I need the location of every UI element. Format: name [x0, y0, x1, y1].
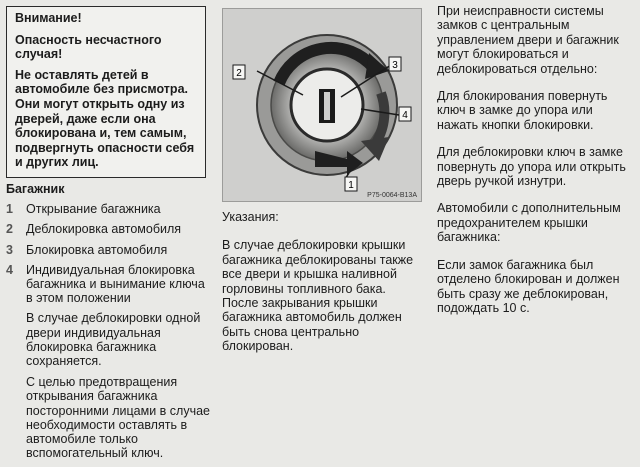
callout-1: 1	[348, 180, 354, 191]
item-text: Открывание багажника	[26, 202, 161, 217]
item-text: Блокировка автомобиля	[26, 242, 168, 257]
item-text: Индивидуальная блокировка багажника и вынимание ключа в этом положении	[26, 262, 205, 306]
item-number: 2	[6, 222, 13, 237]
lock-diagram	[223, 9, 421, 201]
instructions-section	[222, 210, 422, 368]
lock-illustration	[222, 8, 422, 202]
trunk-section	[6, 182, 212, 467]
callout-2: 2	[236, 68, 242, 79]
paragraph: При неисправности системы замков с центральным управлением двери и багажник могут блокироваться и деблокироваться отдельно:	[437, 4, 619, 76]
warning-danger: Опасность несчастного случая!	[15, 32, 162, 62]
figure-code: P75-0064-B13A	[367, 192, 417, 199]
trunk-note: В случае деблокировки одной двери индивидуальная блокировка багажника сохраняется.	[26, 311, 201, 369]
instructions-text: В случае деблокировки крышки багажника деблокированы также все двери и крышка наливной горловины топливного бака. После закрывания крышки багажника автомобиль должен быть снова центрально блокирован.	[222, 238, 414, 354]
warning-box	[6, 6, 206, 178]
paragraph: Для деблокировки ключ в замке повернуть до упора или открыть дверь ручкой изнутри.	[437, 145, 626, 189]
item-number: 4	[6, 262, 13, 277]
item-number: 1	[6, 202, 13, 217]
item-text: Деблокировка автомобиля	[26, 222, 182, 237]
warning-title: Внимание!	[15, 11, 82, 25]
warning-text: Не оставлять детей в автомобиле без присмотра. Они могут открыть одну из дверей, даже если она блокирована и, тем самым, подвергнуть опасности себя и других лиц.	[15, 67, 195, 170]
list-item	[6, 263, 212, 306]
trunk-note: С целью предотвращения открывания багажника посторонними лицами в случае необходимости оставлять в автомобиле только вспомогательный ключ.	[26, 375, 211, 461]
paragraph: Если замок багажника был отделено блокирован и должен быть сразу же деблокирован, подождать 10 с.	[437, 257, 620, 315]
trunk-title: Багажник	[6, 182, 65, 196]
right-column	[437, 4, 633, 328]
paragraph: Автомобили с дополнительным предохранителем крышки багажника:	[437, 201, 621, 245]
list-item	[6, 202, 212, 216]
item-number: 3	[6, 242, 13, 257]
paragraph: Для блокирования повернуть ключ в замке до упора или нажать кнопки блокировки.	[437, 89, 608, 132]
callout-4: 4	[402, 110, 408, 121]
key-slot-inner	[324, 92, 330, 120]
list-item	[6, 222, 212, 236]
list-item	[6, 243, 212, 257]
callout-3: 3	[392, 60, 398, 71]
instructions-title: Указания:	[222, 210, 279, 224]
